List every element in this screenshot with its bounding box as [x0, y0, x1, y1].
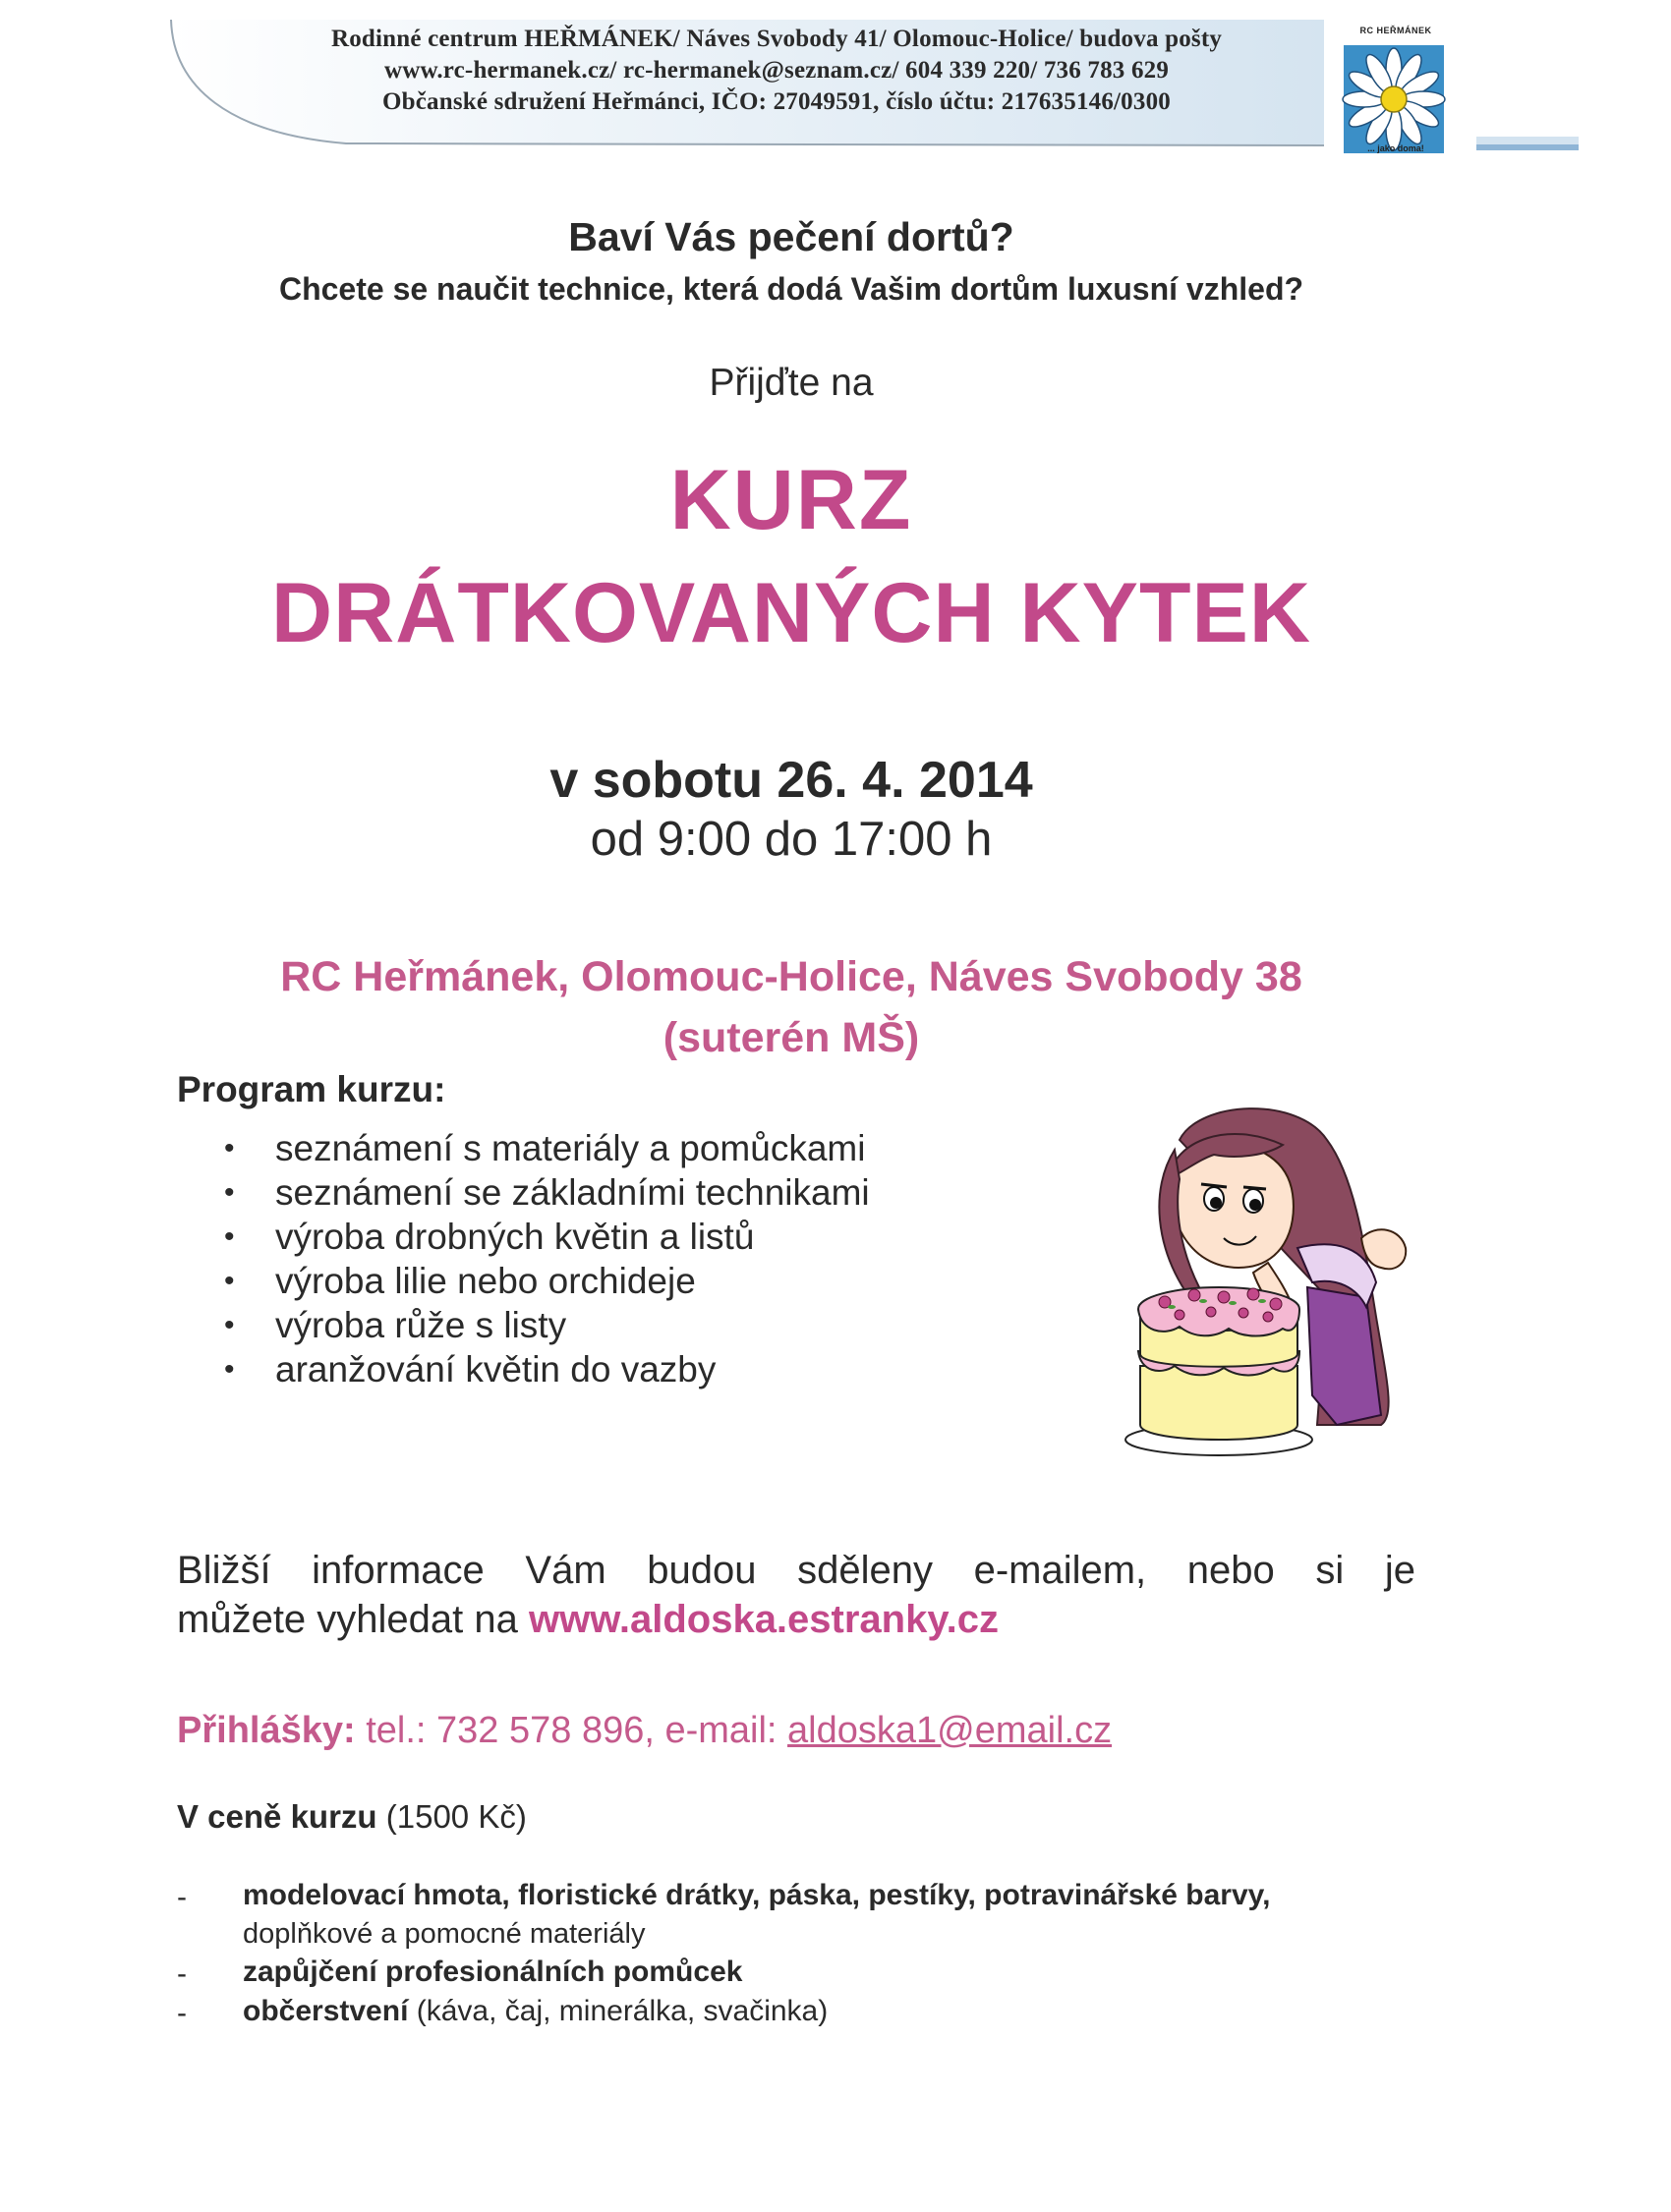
bullet-icon: •	[224, 1176, 235, 1209]
list-item: • výroba lilie nebo orchideje	[224, 1261, 696, 1301]
bullet-icon: •	[224, 1132, 235, 1164]
info-text-line2: můžete vyhledat na www.aldoska.estranky.cz	[177, 1598, 999, 1641]
event-date: v sobotu 26. 4. 2014	[549, 752, 1033, 809]
included-item-tools: zapůjčení profesionálních pomůcek	[243, 1956, 743, 1988]
intro-question: Baví Vás pečení dortů?	[568, 214, 1014, 259]
event-time: od 9:00 do 17:00 h	[590, 813, 993, 866]
price-amount: (1500 Kč)	[376, 1798, 527, 1835]
price-line	[177, 1798, 527, 1836]
program-list	[218, 1126, 870, 1391]
included-item-materials: modelovací hmota, floristické drátky, páska, pestíky, potravinářské barvy,	[243, 1879, 1271, 1911]
registration-email-link[interactable]: aldoska1@email.cz	[787, 1710, 1113, 1751]
dash-bullet-icon: -	[177, 1957, 187, 1990]
program-heading: Program kurzu:	[177, 1069, 446, 1109]
registration-line: Přihlášky: tel.: 732 578 896, e-mail: aldoska1@email.cz	[177, 1710, 1113, 1751]
course-title-line2: DRÁTKOVANÝCH KYTEK	[271, 566, 1311, 660]
list-item: • aranžování květin do vazby	[224, 1349, 717, 1390]
course-title-line1: KURZ	[669, 453, 913, 547]
event-address-note: (suterén MŠ)	[663, 1014, 920, 1061]
header-contact-line: www.rc-hermanek.cz/ rc-hermanek@seznam.cz/ 604 339 220/ 736 783 629	[383, 57, 1170, 84]
bullet-icon: •	[224, 1309, 235, 1341]
list-item: • seznámení se základními technikami	[224, 1172, 870, 1213]
dash-bullet-icon: -	[177, 1997, 187, 2029]
price-label: V ceně kurzu	[177, 1798, 377, 1835]
info-text-line1: Bližší informace Vám budou sděleny e-mailem, nebo si je	[177, 1549, 1415, 1592]
list-item: • výroba růže s listy	[224, 1305, 567, 1345]
logo-tagline: ... jako doma!	[1367, 143, 1424, 153]
registration-label: Přihlášky:	[177, 1710, 356, 1751]
included-item-refreshments: občerstvení (káva, čaj, minerálka, svačinka)	[243, 1995, 829, 2027]
intro-invite: Přijďte na	[709, 362, 874, 404]
event-address: RC Heřmánek, Olomouc-Holice, Náves Svobody 38	[280, 953, 1302, 1000]
bullet-icon: •	[224, 1353, 235, 1386]
header-organization-line: Rodinné centrum HEŘMÁNEK/ Náves Svobody 41/ Olomouc-Holice/ budova pošty	[330, 26, 1223, 52]
included-item-materials-cont: doplňkové a pomocné materiály	[243, 1918, 646, 1950]
list-item: • výroba drobných květin a listů	[224, 1217, 755, 1257]
list-item: • seznámení s materiály a pomůckami	[224, 1128, 866, 1168]
intro-subquestion: Chcete se naučit technice, která dodá Vašim dortům luxusní vzhled?	[278, 271, 1304, 307]
bullet-icon: •	[224, 1265, 235, 1297]
logo-name: RC HEŘMÁNEK	[1359, 26, 1432, 35]
girl-decorating-cake-illustration	[1121, 1101, 1445, 1494]
header-registration-line: Občanské sdružení Heřmánci, IČO: 27049591, číslo účtu: 217635146/0300	[382, 88, 1171, 115]
bullet-icon: •	[224, 1220, 235, 1253]
website-link[interactable]: www.aldoska.estranky.cz	[529, 1598, 999, 1641]
dash-bullet-icon: -	[177, 1881, 187, 1913]
